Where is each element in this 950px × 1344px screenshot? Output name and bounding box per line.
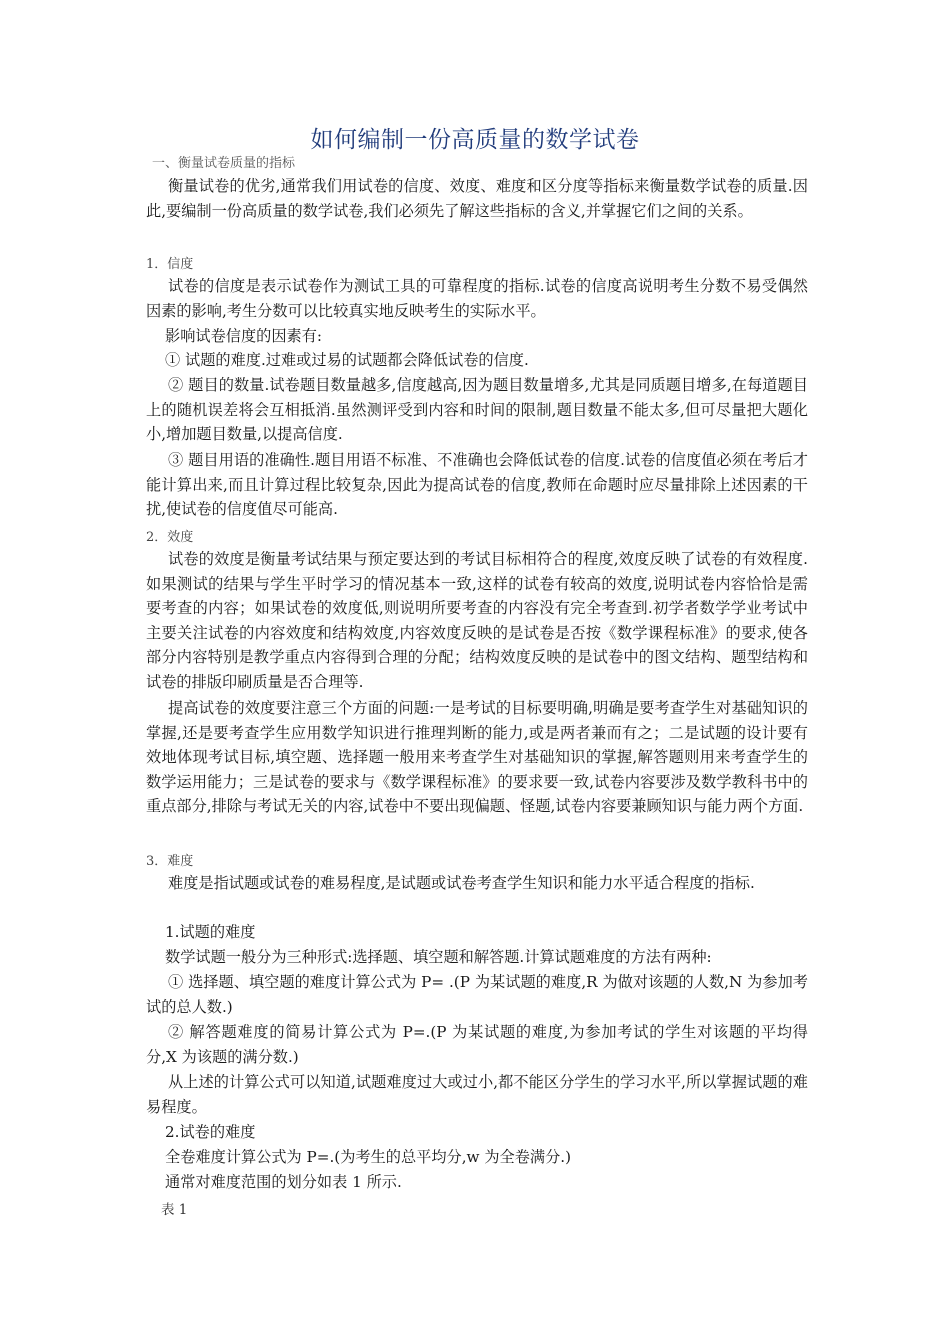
table-label: 表 1 (161, 1202, 188, 1218)
paper-difficulty-heading: 2.试卷的难度 (165, 1123, 256, 1141)
paper-formula-line: 全卷难度计算公式为 P=.(为考生的总平均分,w 为全卷满分.) (165, 1148, 572, 1166)
validity-paragraph: 试卷的效度是衡量考试结果与预定要达到的考试目标相符合的程度,效度反映了试卷的有效程度.如果测试的结果与学生平时学习的情况基本一致,这样的试卷有较高的效度,说明试卷内容恰恰是需要考查的内容；如果试卷的效度低,则说明所要考查的内容没有完全考查到.初学者数学学业考试中主要关注试卷的内容效度和结构效度,内容效度反映的是试卷是否按《数学课程标准》的要求,使各部分内容特别是教学重点内容得到合理的分配；结构效度反映的是试卷中的图文结构、题型结构和试卷的排版印刷质量是否合理等. (146, 550, 808, 691)
table-reference-line: 通常对难度范围的划分如表 1 所示. (165, 1173, 402, 1191)
section-heading: 一、衡量试卷质量的指标 (152, 156, 296, 171)
reliability-paragraph: 试卷的信度是表示试卷作为测试工具的可靠程度的指标.试卷的信度高说明考生分数不易受偶然因素的影响,考生分数可以比较真实地反映考生的实际水平。 (146, 277, 808, 320)
item-forms-line: 数学试题一般分为三种形式:选择题、填空题和解答题.计算试题难度的方法有两种: (165, 948, 712, 966)
conclusion-paragraph: 从上述的计算公式可以知道,试题难度过大或过小,都不能区分学生的学习水平,所以掌握试题的难易程度。 (146, 1073, 808, 1116)
document-title: 如何编制一份高质量的数学试卷 (310, 127, 640, 153)
formula-1-paragraph: ① 选择题、填空题的难度计算公式为 P= .(P 为某试题的难度,R 为做对该题的人数,N 为参加考试的总人数.) (146, 973, 808, 1016)
formula-2-paragraph: ② 解答题难度的简易计算公式为 P=.(P 为某试题的难度,为参加考试的学生对该题的平均得分,X 为该题的满分数.) (146, 1023, 808, 1066)
factor-2-paragraph: ② 题目的数量.试卷题目数量越多,信度越高,因为题目数量增多,尤其是同质题目增多,在每道题目上的随机误差将会互相抵消.虽然测评受到内容和时间的限制,题目数量不能太多,但可尽量把大题化小,增加题目数量,以提高信度. (146, 376, 808, 444)
item-difficulty-heading: 1.试题的难度 (165, 923, 256, 941)
difficulty-paragraph: 难度是指试题或试卷的难易程度,是试题或试卷考查学生知识和能力水平适合程度的指标. (168, 874, 755, 892)
factor-3-paragraph: ③ 题目用语的准确性.题目用语不标准、不准确也会降低试卷的信度.试卷的信度值必须在考后才能计算出来,而且计算过程比较复杂,因此为提高试卷的信度,教师在命题时应尽量排除上述因素的干扰,使试卷的信度值尽可能高. (146, 451, 808, 519)
validity-paragraph-2: 提高试卷的效度要注意三个方面的问题:一是考试的目标要明确,明确是要考查学生对基础知识的掌握,还是要考查学生应用数学知识进行推理判断的能力,或是两者兼而有之；二是试题的设计要有效地体现考试目标,填空题、选择题一般用来考查学生对基础知识的掌握,解答题则用来考查学生的数学运用能力；三是试卷的要求与《数学课程标准》的要求要一致,试卷内容要涉及数学教科书中的重点部分,排除与考试无关的内容,试卷中不要出现偏题、怪题,试卷内容要兼顾知识与能力两个方面. (146, 699, 808, 816)
subheading-difficulty: 3．难度 (146, 854, 194, 869)
intro-paragraph: 衡量试卷的优劣,通常我们用试卷的信度、效度、难度和区分度等指标来衡量数学试卷的质量.因此,要编制一份高质量的数学试卷,我们必须先了解这些指标的含义,并掌握它们之间的关系。 (146, 177, 808, 220)
subheading-validity: 2．效度 (146, 530, 194, 545)
subheading-reliability: 1．信度 (146, 257, 194, 272)
factors-intro: 影响试卷信度的因素有: (165, 327, 322, 345)
factor-1: ① 试题的难度.过难或过易的试题都会降低试卷的信度. (165, 351, 529, 369)
